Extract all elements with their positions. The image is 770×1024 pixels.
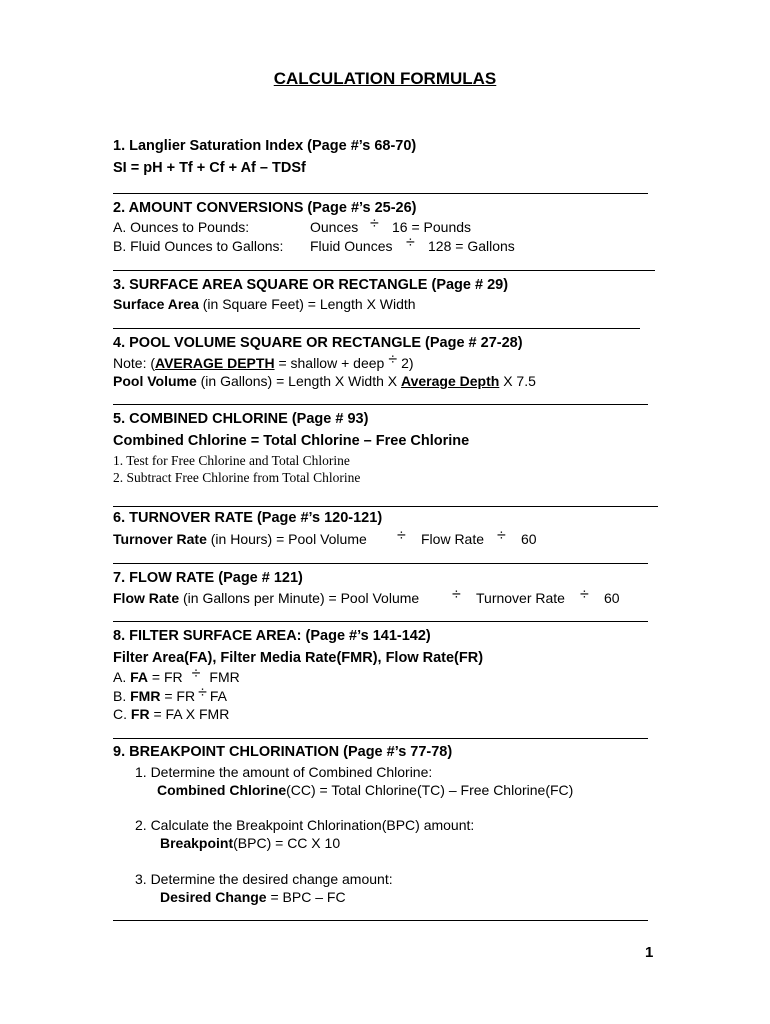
item-c-prefix: C. (113, 706, 131, 722)
breakpoint-rest: (BPC) = CC X 10 (233, 835, 341, 851)
fmr-term: FMR (130, 688, 161, 704)
divider (113, 621, 648, 622)
fmr-mid: = FR (160, 688, 196, 704)
desired-change-term: Desired Change (160, 889, 267, 905)
section-9-heading: 9. BREAKPOINT CHLORINATION (Page #’s 77-78) (113, 744, 453, 760)
divide-icon: ÷ (388, 351, 398, 368)
section-5-heading: 5. COMBINED CHLORINE (Page # 93) (113, 411, 369, 427)
section-8-heading: 8. FILTER SURFACE AREA: (Page #’s 141-142) (113, 628, 431, 644)
fa-end: FMR (209, 669, 240, 685)
desired-change-rest: = BPC – FC (266, 889, 346, 905)
flow-rate-term: Flow Rate (421, 531, 485, 547)
page-number: 1 (645, 944, 654, 961)
section-3-heading: 3. SURFACE AREA SQUARE OR RECTANGLE (Page # 29) (113, 277, 509, 293)
filter-media-rate-formula (113, 684, 227, 706)
divide-icon: ÷ (370, 215, 379, 232)
flow-rate-term-bold: Flow Rate (113, 590, 180, 606)
step-1: 1. Determine the amount of Combined Chlorine: (135, 764, 433, 780)
item-b-prefix: B. (113, 688, 131, 704)
step-3: 3. Determine the desired change amount: (135, 871, 393, 887)
lsi-formula: SI = pH + Tf + Cf + Af – TDSf (113, 160, 306, 176)
combined-chlorine-formula: Combined Chlorine = Total Chlorine – Free Chlorine (113, 433, 470, 449)
divide-icon: ÷ (191, 665, 201, 682)
fr-rest: = FA X FMR (149, 706, 230, 722)
divider (113, 328, 640, 329)
combined-chlorine-step (157, 782, 573, 798)
surface-area-rest: (in Square Feet) = Length X Width (198, 296, 416, 312)
divider (113, 270, 655, 271)
fluid-ounces-to-gallons-label: B. Fluid Ounces to Gallons: (113, 238, 284, 254)
divide-icon: ÷ (580, 586, 589, 603)
fluid-ounces-term: Fluid Ounces (310, 238, 393, 254)
pool-volume-term: Pool Volume (113, 373, 197, 389)
fa-term: FA (130, 669, 149, 685)
note-body: = shallow + deep (274, 355, 385, 371)
step-2: 2. Subtract Free Chlorine from Total Chlorine (113, 470, 361, 485)
flow-rate-filter-formula (113, 706, 229, 722)
flow-rate-rest: (in Gallons per Minute) = Pool Volume (179, 590, 420, 606)
divide-icon: ÷ (397, 527, 406, 544)
combined-chlorine-rest: (CC) = Total Chlorine(TC) – Free Chlorine(FC) (286, 782, 574, 798)
section-4-heading: 4. POOL VOLUME SQUARE OR RECTANGLE (Page # 27-28) (113, 335, 523, 351)
divide-icon: ÷ (198, 684, 207, 701)
divide-icon: ÷ (406, 234, 415, 251)
gallons-result: 128 = Gallons (428, 238, 515, 254)
pool-volume-formula (113, 373, 536, 389)
breakpoint-step (160, 835, 340, 851)
ounces-term: Ounces (310, 219, 359, 235)
pounds-result: 16 = Pounds (392, 219, 472, 235)
divide-icon: ÷ (452, 586, 461, 603)
step-2: 2. Calculate the Breakpoint Chlorination(BPC) amount: (135, 817, 475, 833)
filter-definitions: Filter Area(FA), Filter Media Rate(FMR), Flow Rate(FR) (113, 650, 484, 666)
item-a-prefix: A. (113, 669, 131, 685)
surface-area-formula (113, 296, 416, 312)
average-depth-term: AVERAGE DEPTH (155, 355, 275, 371)
fmr-end: FA (209, 688, 227, 704)
desired-change-step (160, 889, 346, 905)
section-7-heading: 7. FLOW RATE (Page # 121) (113, 570, 303, 586)
ounces-to-pounds-label: A. Ounces to Pounds: (113, 219, 250, 235)
turnover-rate-term-2: Turnover Rate (476, 590, 565, 606)
filter-area-formula (113, 665, 240, 687)
divide-icon: ÷ (497, 527, 506, 544)
divider (113, 506, 658, 507)
breakpoint-term: Breakpoint (160, 835, 234, 851)
section-2-heading: 2. AMOUNT CONVERSIONS (Page #’s 25-26) (113, 200, 417, 216)
note-end: 2) (401, 355, 414, 371)
divider (113, 920, 648, 921)
turnover-rate-rest: (in Hours) = Pool Volume (206, 531, 367, 547)
section-6-heading: 6. TURNOVER RATE (Page #’s 120-121) (113, 510, 383, 526)
fr-term: FR (130, 706, 150, 722)
divider (113, 193, 648, 194)
divider (113, 738, 648, 739)
turnover-rate-formula (113, 531, 367, 547)
sixty-value: 60 (521, 531, 537, 547)
combined-chlorine-term: Combined Chlorine (157, 782, 287, 798)
note-prefix: Note: ( (113, 355, 156, 371)
pool-volume-mid: (in Gallons) = Length X Width X (196, 373, 402, 389)
pool-volume-end: X 7.5 (499, 373, 536, 389)
divider (113, 563, 648, 564)
page-title: CALCULATION FORMULAS (273, 69, 497, 88)
surface-area-term: Surface Area (113, 296, 199, 312)
turnover-rate-term: Turnover Rate (113, 531, 207, 547)
sixty-value: 60 (604, 590, 620, 606)
divider (113, 404, 648, 405)
flow-rate-formula (113, 590, 419, 606)
section-1-heading: 1. Langlier Saturation Index (Page #’s 68-70) (113, 138, 417, 154)
average-depth-term-2: Average Depth (401, 373, 500, 389)
step-1: 1. Test for Free Chlorine and Total Chlorine (113, 453, 350, 468)
fa-mid: = FR (148, 669, 183, 685)
average-depth-note (113, 351, 414, 373)
